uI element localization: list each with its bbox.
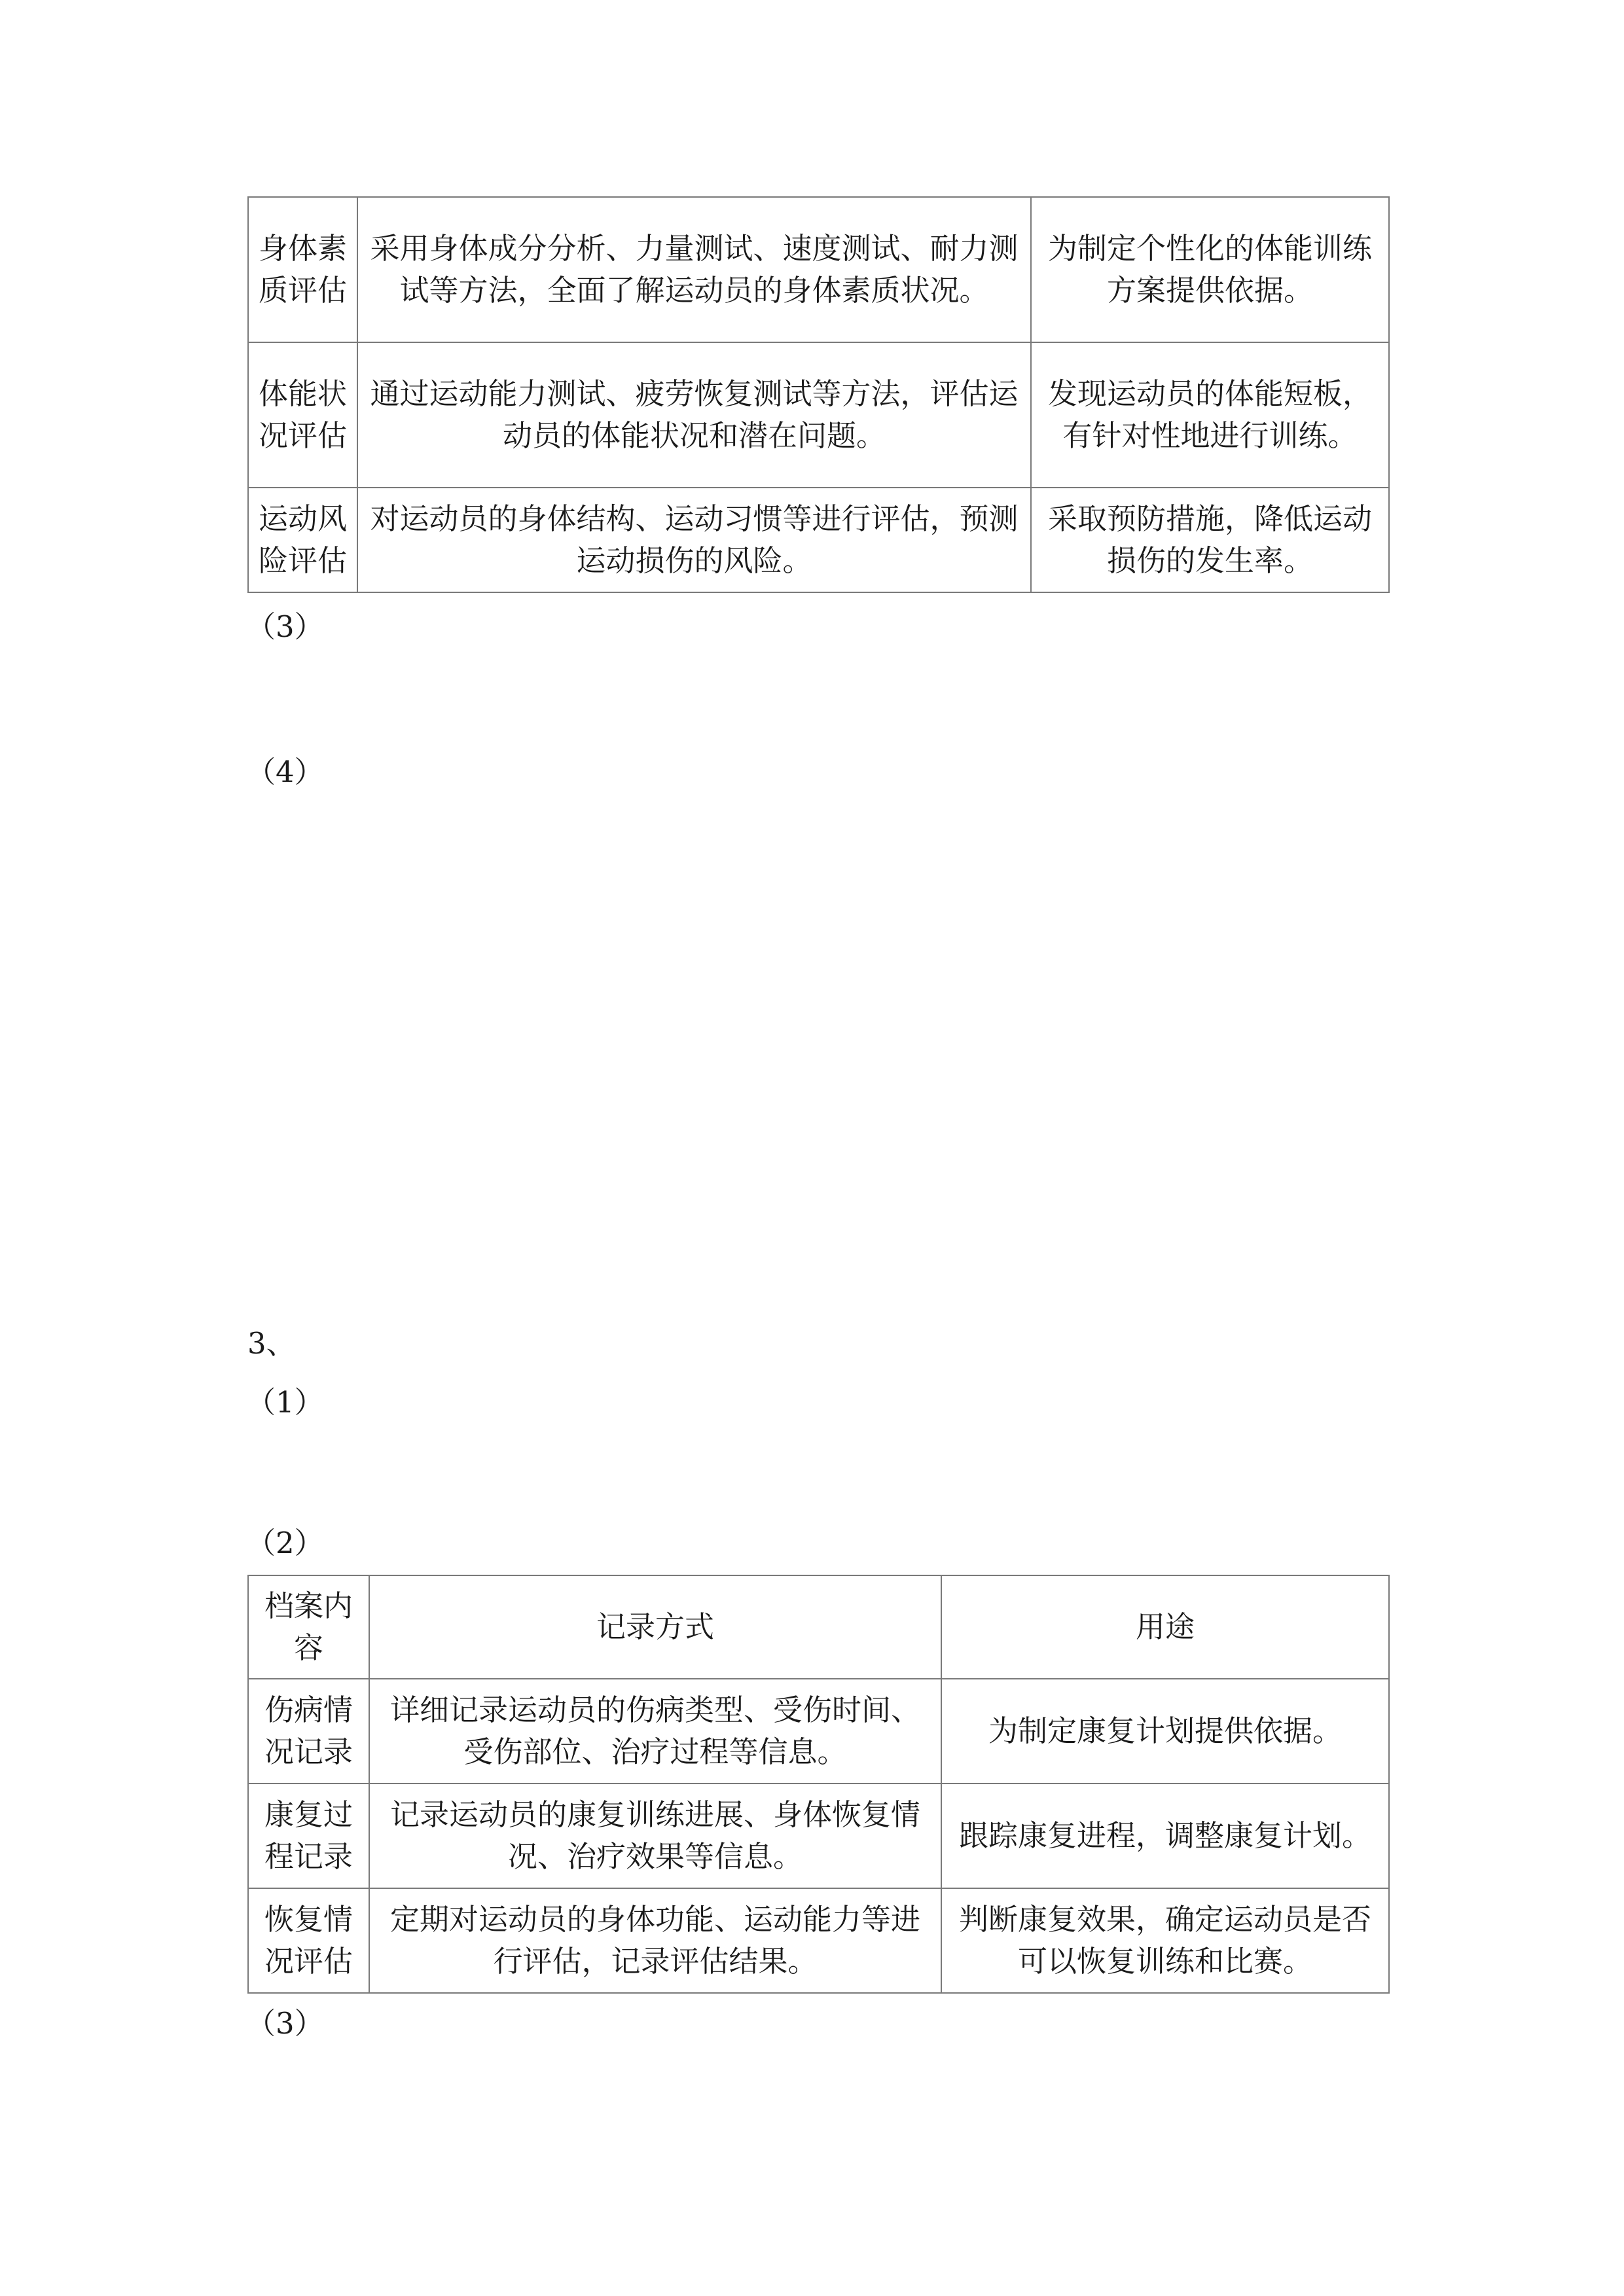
- table-cell-purpose: 为制定康复计划提供依据。: [941, 1679, 1389, 1784]
- table-cell-method: 通过运动能力测试、疲劳恢复测试等方法，评估运动员的体能状况和潜在问题。: [357, 342, 1031, 488]
- header-cell: 用途: [941, 1575, 1389, 1679]
- table-cell-item: 身体素质评估: [248, 197, 357, 342]
- table-row: [248, 1888, 1389, 1993]
- table-row: [248, 1679, 1389, 1784]
- subsection-label: （2）: [246, 1526, 324, 1560]
- table-cell-method: 定期对运动员的身体功能、运动能力等进行评估，记录评估结果。: [369, 1888, 941, 1993]
- table-row: [248, 488, 1389, 592]
- header-cell: 档案内容: [248, 1575, 369, 1679]
- table-cell-purpose: 判断康复效果，确定运动员是否可以恢复训练和比赛。: [941, 1888, 1389, 1993]
- subsection-label: （3）: [246, 609, 324, 644]
- table-row: [248, 342, 1389, 488]
- table-row: [248, 197, 1389, 342]
- assessment-table: [247, 196, 1390, 593]
- subsection-label: （4）: [246, 755, 324, 789]
- table-cell-item: 伤病情况记录: [248, 1679, 369, 1784]
- table-cell-item: 运动风险评估: [248, 488, 357, 592]
- subsection-label: （1）: [246, 1385, 324, 1420]
- table-cell-method: 采用身体成分分析、力量测试、速度测试、耐力测试等方法，全面了解运动员的身体素质状况。: [357, 197, 1031, 342]
- table-cell-purpose: 发现运动员的体能短板，有针对性地进行训练。: [1031, 342, 1389, 488]
- table-cell-method: 记录运动员的康复训练进展、身体恢复情况、治疗效果等信息。: [369, 1784, 941, 1888]
- table-cell-item: 康复过程记录: [248, 1784, 369, 1888]
- table-row: [248, 1784, 1389, 1888]
- subsection-label: （3）: [246, 2006, 324, 2041]
- table-cell-item: 恢复情况评估: [248, 1888, 369, 1993]
- record-table: [247, 1575, 1390, 1994]
- table-cell-method: 详细记录运动员的伤病类型、受伤时间、受伤部位、治疗过程等信息。: [369, 1679, 941, 1784]
- table-cell-purpose: 采取预防措施，降低运动损伤的发生率。: [1031, 488, 1389, 592]
- header-cell: 记录方式: [369, 1575, 941, 1679]
- table-cell-purpose: 为制定个性化的体能训练方案提供依据。: [1031, 197, 1389, 342]
- table-cell-method: 对运动员的身体结构、运动习惯等进行评估，预测运动损伤的风险。: [357, 488, 1031, 592]
- section-number: 3、: [247, 1326, 296, 1361]
- table-cell-item: 体能状况评估: [248, 342, 357, 488]
- table-cell-purpose: 跟踪康复进程，调整康复计划。: [941, 1784, 1389, 1888]
- table-header-row: [248, 1575, 1389, 1679]
